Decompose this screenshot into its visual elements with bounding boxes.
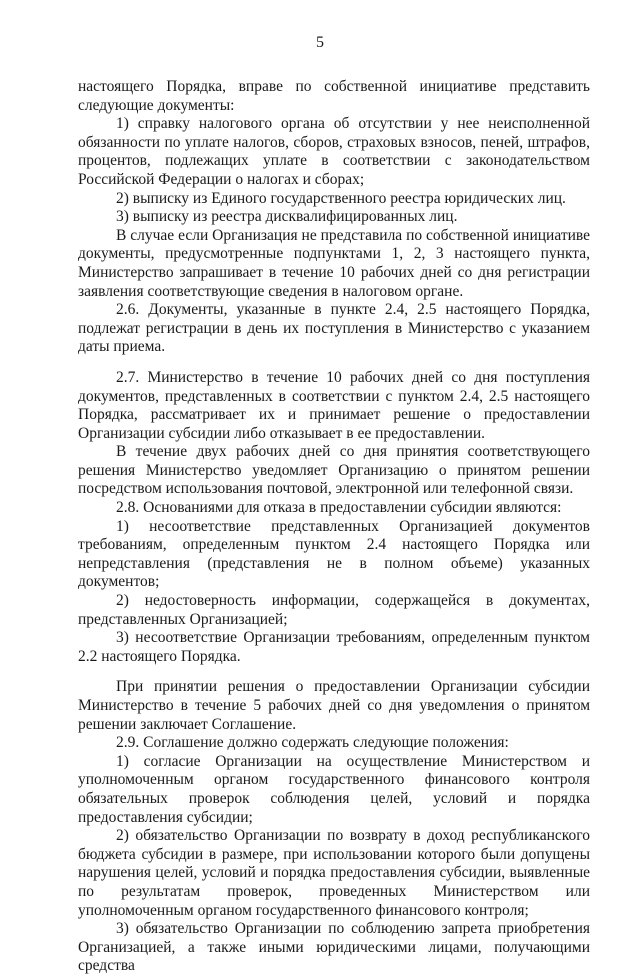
list-item-disqualified-registry: 3) выписку из реестра дисквалифицированных лиц.: [116, 208, 458, 226]
clause-2-9: 2.9. Соглашение должно содержать следующие положения:: [116, 734, 509, 752]
refusal-reason-2: 2) недостоверность информации, содержащейся в документах, представленных Организацией;: [78, 592, 590, 628]
page-number: 5: [316, 34, 324, 51]
document-body: [78, 78, 590, 976]
refusal-reason-1: 1) несоответствие представленных Организацией документов требованиям, определенным пунктом 2.4 настоящего Порядка или непредставления (представления не в полном объеме) указанных документов;: [78, 517, 590, 591]
clause-2-7: 2.7. Министерство в течение 10 рабочих дней со дня поступления документов, представленных в соответствии с пунктом 2.4, 2.5 настоящего Порядка, рассматривает их и принимает решение о предоставлении Организации субсидии либо отказывает в ее предоставлении.: [78, 368, 590, 442]
agreement-provision-3: 3) обязательство Организации по соблюдению запрета приобретения Организацией, а также иными юридическими лицами, получающими средства: [78, 920, 590, 975]
clause-2-6: 2.6. Документы, указанные в пункте 2.4, 2.5 настоящего Порядка, подлежат регистрации в день их поступления в Министерство с указанием даты приема.: [78, 301, 590, 356]
clause-2-8: 2.8. Основаниями для отказа в предоставлении субсидии являются:: [116, 499, 562, 517]
paragraph-notification: В течение двух рабочих дней со дня принятия соответствующего решения Министерство уведомляет Организацию о принятом решении посредством использования почтовой, электронной или телефонной связи.: [78, 443, 590, 498]
list-item-tax-certificate: 1) справку налогового органа об отсутствии у нее неисполненной обязанности по уплате налогов, сборов, страховых взносов, пеней, штрафов, процентов, подлежащих уплате в соответствии с законодательством Российской Федерации о налогах и сборах;: [78, 115, 590, 188]
paragraph-agreement: При принятии решения о предоставлении Организации субсидии Министерство в течение 5 рабочих дней со дня уведомления о принятом решении заключает Соглашение.: [78, 678, 590, 733]
agreement-provision-2: 2) обязательство Организации по возврату в доход республиканского бюджета субсидии в размере, при использовании которого были допущены нарушения целей, условий и порядка предоставления субсидии, выявленные по результатам проверок, проведенных Министерством или уполномоченным органом государственного финансового контроля;: [78, 827, 590, 919]
paragraph-ministry-request: В случае если Организация не представила по собственной инициативе документы, предусмотренные подпунктами 1, 2, 3 настоящего пункта, Министерство запрашивает в течение 10 рабочих дней со дня регистрации заявления соответствующие сведения в налоговом органе.: [78, 226, 590, 300]
refusal-reason-3: 3) несоответствие Организации требованиям, определенным пунктом 2.2 настоящего Порядка.: [78, 629, 590, 665]
agreement-provision-1: 1) согласие Организации на осуществление Министерством и уполномоченным органом государственного финансового контроля обязательных проверок соблюдения целей, условий и порядка предоставления субсидии;: [78, 752, 590, 826]
list-item-egrul-extract: 2) выписку из Единого государственного реестра юридических лиц.: [116, 189, 566, 207]
paragraph-continuation: настоящего Порядка, вправе по собственной инициативе представить следующие документы:: [78, 78, 590, 114]
